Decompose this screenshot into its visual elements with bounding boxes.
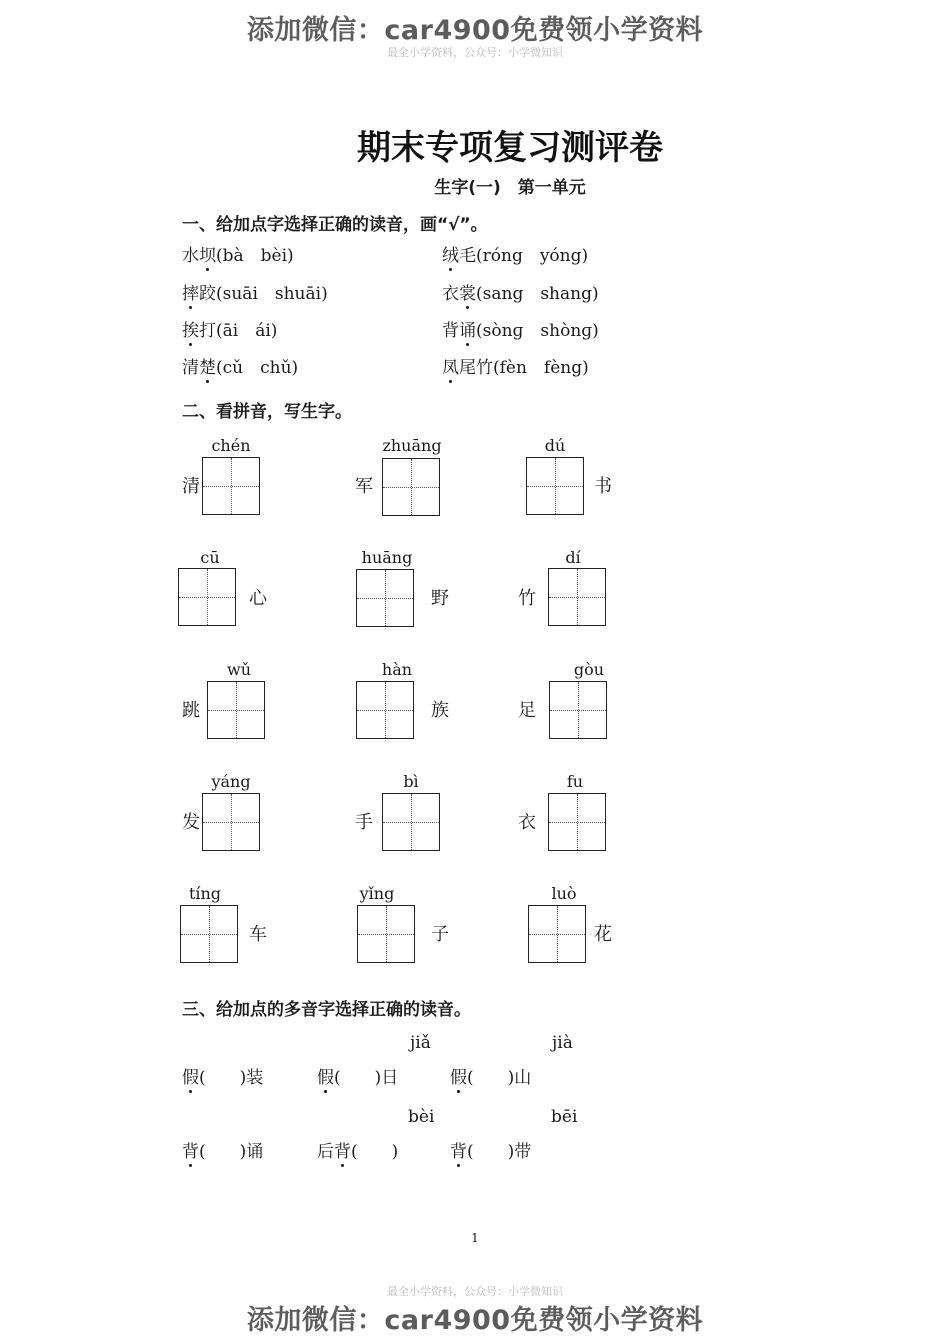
pinyin-label: dú (544, 436, 566, 455)
writing-grid-box[interactable] (356, 569, 414, 627)
char-label: 手 (355, 812, 373, 833)
writing-grid-box[interactable] (356, 681, 414, 739)
section3-heading: 三、给加点的多音字选择正确的读音。 (182, 1000, 471, 1020)
s1-item-6: 背诵(sònɡ shònɡ) (442, 321, 599, 341)
s3-row2-item-3: 背( )带 (450, 1142, 532, 1162)
s1-item-3: 摔跤(suāi shuāi) (182, 284, 328, 304)
page-subtitle: 生字(一) 第一单元 (434, 178, 586, 198)
pinyin-label: hàn (381, 660, 413, 679)
char-label: 清 (182, 476, 200, 497)
pinyin-label: gòu (573, 660, 605, 679)
char-label: 野 (431, 588, 449, 609)
pinyin-label: luò (551, 884, 577, 903)
char-label: 族 (431, 700, 449, 721)
writing-grid-box[interactable] (528, 905, 586, 963)
char-label: 发 (182, 812, 200, 833)
pinyin-label: tíng (188, 884, 222, 903)
promo-banner-bottom: 添加微信：car4900免费领小学资料 (246, 1305, 704, 1336)
promo-banner-top: 添加微信：car4900免费领小学资料 (246, 15, 704, 46)
char-label: 跳 (182, 700, 200, 721)
writing-grid-box[interactable] (202, 793, 260, 851)
s1-item-8: 凤尾竹(fèn fèng) (442, 358, 589, 378)
char-label: 书 (594, 476, 612, 497)
s1-item-1: 水坝(bà bèi) (182, 246, 294, 266)
char-label: 子 (431, 924, 449, 945)
watermark-top: 最全小学资料，公众号：小学微知识 (387, 46, 563, 59)
char-label: 竹 (518, 588, 536, 609)
s1-item-5: 挨打(āi ái) (182, 321, 278, 341)
writing-grid-box[interactable] (357, 905, 415, 963)
writing-grid-box[interactable] (180, 905, 238, 963)
s1-item-2: 绒毛(róng yóng) (442, 246, 589, 266)
s3-row1-item-2: 假( )日 (317, 1068, 399, 1088)
pinyin-label: bì (403, 772, 419, 791)
char-label: 花 (594, 924, 612, 945)
char-label: 足 (518, 700, 536, 721)
pinyin-label: fu (566, 772, 584, 791)
s3-row2-item-2: 后背( ) (317, 1142, 399, 1162)
pinyin-label: yǐng (359, 884, 395, 903)
writing-grid-box[interactable] (178, 568, 236, 626)
s3-row2-item-1: 背( )诵 (182, 1142, 264, 1162)
section2-heading: 二、看拼音，写生字。 (182, 402, 352, 422)
watermark-bottom: 最全小学资料，公众号：小学微知识 (387, 1285, 563, 1298)
writing-grid-box[interactable] (207, 681, 265, 739)
writing-grid-box[interactable] (382, 793, 440, 851)
writing-grid-box[interactable] (548, 568, 606, 626)
writing-grid-box[interactable] (382, 458, 440, 516)
pinyin-label: yáng (211, 772, 251, 791)
char-label: 衣 (518, 812, 536, 833)
section1-heading: 一、给加点字选择正确的读音，画“√”。 (182, 215, 488, 235)
writing-grid-box[interactable] (549, 681, 607, 739)
option-bei4: bèi (408, 1107, 435, 1127)
char-label: 心 (249, 588, 267, 609)
s3-row1-item-1: 假( )装 (182, 1068, 264, 1088)
pinyin-label: huāng (361, 548, 413, 567)
page-title: 期末专项复习测评卷 (357, 128, 663, 168)
s1-item-7: 清楚(cǔ chǔ) (182, 358, 299, 378)
pinyin-label: wǔ (227, 660, 251, 679)
option-jia3: jiǎ (410, 1033, 431, 1053)
char-label: 车 (249, 924, 267, 945)
s1-item-4: 衣裳(sang shang) (442, 284, 599, 304)
writing-grid-box[interactable] (202, 457, 260, 515)
writing-grid-box[interactable] (526, 457, 584, 515)
pinyin-label: chén (211, 436, 251, 455)
s3-row1-item-3: 假( )山 (450, 1068, 532, 1088)
pinyin-label: zhuāng (382, 436, 442, 455)
page-number: 1 (471, 1231, 479, 1245)
option-jia4: jià (552, 1033, 573, 1053)
option-bei1: bēi (551, 1107, 578, 1127)
writing-grid-box[interactable] (548, 793, 606, 851)
char-label: 军 (355, 476, 373, 497)
pinyin-label: dí (565, 548, 581, 567)
pinyin-label: cū (200, 548, 220, 567)
